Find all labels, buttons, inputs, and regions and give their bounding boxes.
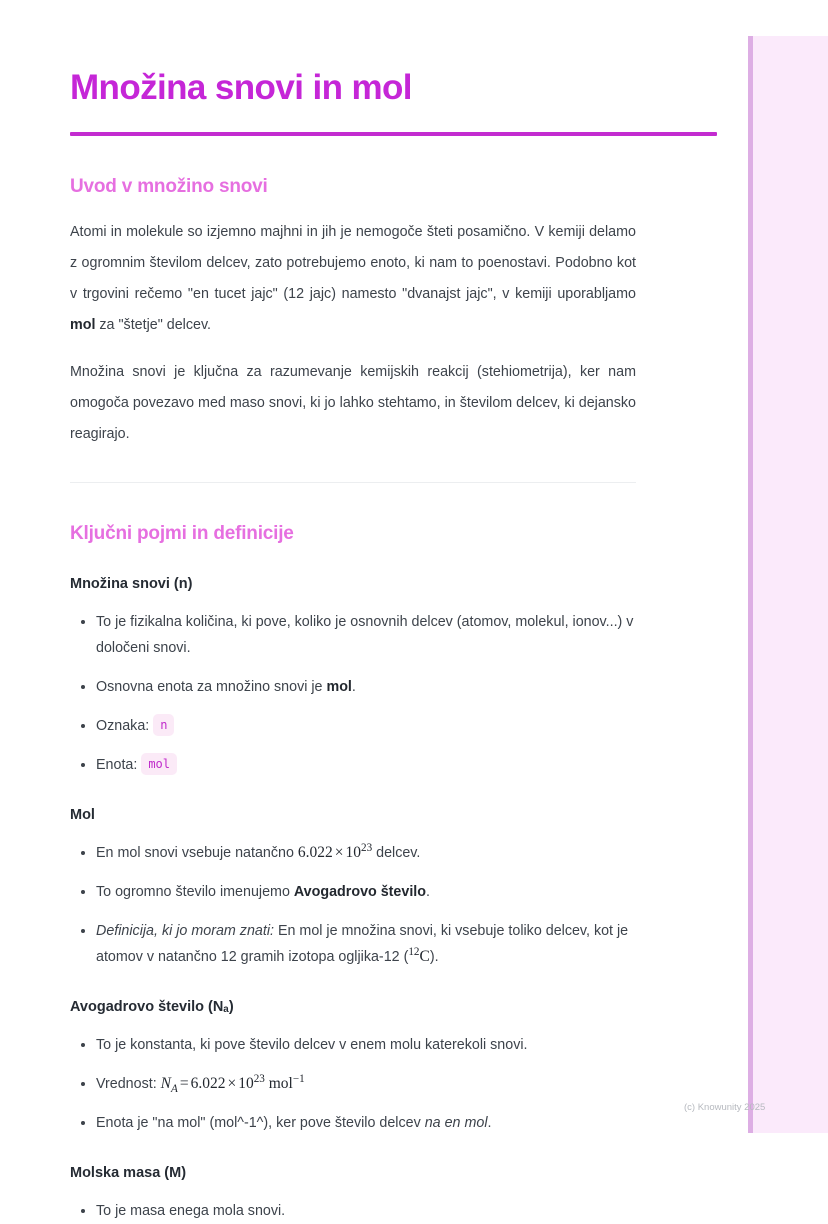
math-symbol: N <box>160 1075 171 1092</box>
list-item-text-b: ). <box>429 949 439 965</box>
math-exponent: 12 <box>408 945 420 958</box>
list-item-label: Vrednost: <box>96 1076 157 1092</box>
bullet-list-mnozina-snovi <box>70 609 636 778</box>
math-times-symbol: × <box>334 844 344 861</box>
decorative-side-stripe <box>748 36 828 1133</box>
section-heading-key-concepts: Ključni pojmi in definicije <box>70 523 294 544</box>
math-exponent: 23 <box>253 1072 265 1085</box>
math-exponent: 23 <box>361 841 373 854</box>
list-item-text-a: Enota je "na mol" (mol^-1^), ker pove število delcev <box>96 1115 425 1131</box>
list-item <box>70 752 636 778</box>
list-item-text-b: . <box>426 884 431 900</box>
code-chip-oznaka: n <box>153 714 174 736</box>
math-times-symbol: × <box>227 1075 237 1092</box>
bullet-list-mol <box>70 840 636 970</box>
list-item-bold: Avogadrovo število <box>293 884 427 900</box>
math-base: 10 <box>345 844 361 861</box>
list-item <box>70 713 636 739</box>
subheading-mol: Mol <box>70 807 95 823</box>
list-item-label: Oznaka: <box>96 718 150 734</box>
list-item <box>70 1071 636 1097</box>
math-symbol: C <box>419 948 430 965</box>
subheading-mnozina-snovi: Množina snovi (n) <box>70 576 193 592</box>
list-item: To je fizikalna količina, ki pove, koliko je osnovnih delcev (atomov, molekul, ionov...) v določeni snovi. <box>70 609 636 661</box>
list-item-text-a: Osnovna enota za množino snovi je <box>96 679 327 695</box>
section-divider <box>70 482 636 483</box>
list-item-text-a: En mol snovi vsebuje natančno <box>96 845 298 861</box>
decorative-side-stripe-edge <box>748 36 753 1133</box>
math-mantissa: 6.022 <box>297 844 333 861</box>
page-title: Množina snovi in mol <box>70 68 412 107</box>
list-item-text-b: . <box>487 1115 492 1131</box>
list-item: To je konstanta, ki pove število delcev v enem molu katerekoli snovi. <box>70 1032 636 1058</box>
intro-paragraph-1-text-a: Atomi in molekule so izjemno majhni in jih je nemogoče šteti posamično. V kemiji delamo z ogromnim številom delcev, zato potrebujemo enoto, ki nam to poenostavi. Podobno kot v trgovini rečemo "en tucet jajc" (12 jajc) namesto "dvanajst jajc", v kemiji uporabljamo <box>70 224 636 302</box>
list-item <box>70 674 636 700</box>
footer-credit: (c) Knowunity 2025 <box>684 1102 766 1113</box>
math-carbon-12 <box>408 945 430 965</box>
math-avogadro-constant <box>160 1072 305 1096</box>
math-unit: mol <box>268 1075 293 1092</box>
math-equals-symbol: = <box>179 1075 189 1092</box>
intro-paragraph-2: Množina snovi je ključna za razumevanje kemijskih reakcij (stehiometrija), ker nam omogoča povezavo med maso snovi, ki jo lahko stehtamo, in številom delcev, ki dejansko reagirajo. <box>70 364 636 442</box>
list-item-bold: mol <box>326 679 352 695</box>
math-mantissa: 6.022 <box>190 1075 226 1092</box>
list-item: To je masa enega mola snovi. <box>70 1198 636 1224</box>
intro-paragraph-1-text-b: za "štetje" delcev. <box>95 317 211 333</box>
list-item-emphasis: na en mol <box>424 1115 488 1131</box>
list-item <box>70 879 636 905</box>
title-underline-rule <box>70 132 717 136</box>
section-heading-intro: Uvod v množino snovi <box>70 176 268 197</box>
code-chip-enota: mol <box>141 753 177 775</box>
document-content <box>70 0 636 1224</box>
math-unit-exponent: −1 <box>292 1072 305 1085</box>
intro-paragraph-1 <box>70 217 636 341</box>
math-subscript: A <box>171 1083 178 1096</box>
list-item <box>70 840 636 866</box>
list-item-emphasis: Definicija, ki jo moram znati: <box>96 923 274 939</box>
list-item-text-a: To ogromno število imenujemo <box>96 884 294 900</box>
bullet-list-avogadrovo-stevilo <box>70 1032 636 1136</box>
list-item <box>70 918 636 970</box>
math-base: 10 <box>238 1075 254 1092</box>
subheading-molska-masa: Molska masa (M) <box>70 1165 187 1181</box>
list-item <box>70 1110 636 1136</box>
math-avogadro-value <box>297 841 373 861</box>
list-item-text-b: delcev. <box>372 845 421 861</box>
subheading-avogadrovo-stevilo: Avogadrovo število (Nₐ) <box>70 999 234 1015</box>
list-item-text-a: En mol je množina snovi, ki vsebuje toliko delcev, kot je atomov v natančno 12 gramih izotopa ogljika-12 ( <box>96 923 629 965</box>
list-item-label: Enota: <box>96 757 138 773</box>
bullet-list-molska-masa <box>70 1198 636 1224</box>
intro-paragraph-1-bold: mol <box>70 317 96 333</box>
list-item-text-b: . <box>351 679 356 695</box>
